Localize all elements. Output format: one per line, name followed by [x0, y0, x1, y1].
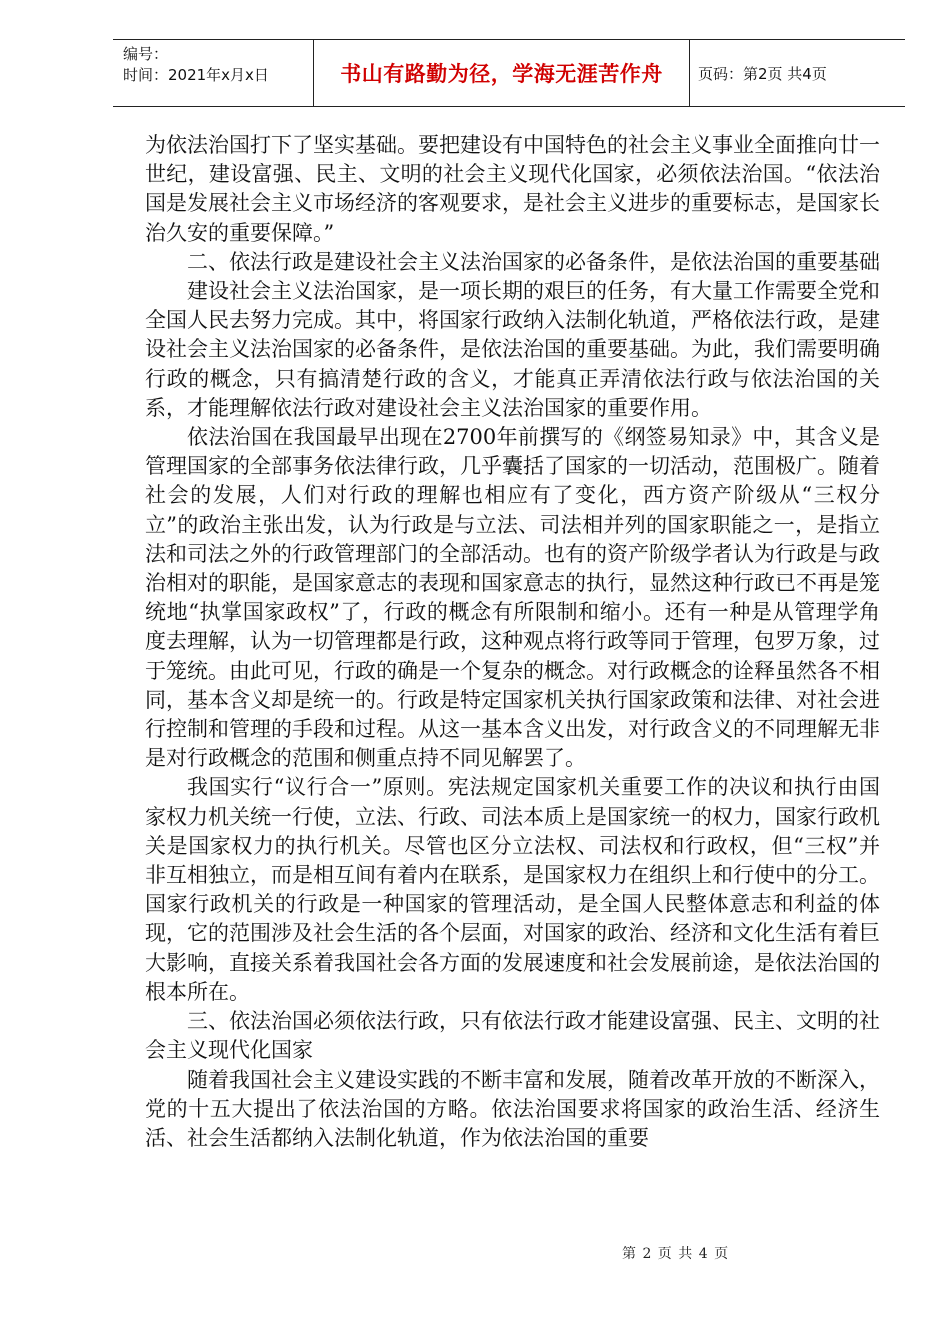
body-paragraph: 随着我国社会主义建设实践的不断丰富和发展，随着改革开放的不断深入，党的十五大提出了依法治国的方略。依法治国要求将国家的政治生活、经济生活、社会生活都纳入法制化轨道，作为依法治国的重要	[145, 1067, 880, 1150]
section-heading: 二、依法行政是建设社会主义法治国家的必备条件，是依法治国的重要基础	[187, 249, 880, 274]
body-paragraph: 为依法治国打下了坚实基础。要把建设有中国特色的社会主义事业全面推向廿一世纪，建设富强、民主、文明的社会主义现代化国家，必须依法治国。“依法治国是发展社会主义市场经济的客观要求，是社会主义进步的重要标志，是国家长治久安的重要保障。”	[145, 133, 880, 245]
body-paragraph: 我国实行“议行合一”原则。宪法规定国家机关重要工作的决议和执行由国家权力机关统一行使，立法、行政、司法本质上是国家统一的权力，国家行政机关是国家权力的执行机关。尽管也区分立法权、司法权和行政权，但“三权”并非互相独立，而是相互间有着内在联系，是国家权力在组织上和行使中的分工。国家行政机关的行政是一种国家的管理活动，是全国人民整体意志和利益的体现，它的范围涉及社会生活的各个层面，对国家的政治、经济和文化生活有着巨大影响，直接关系着我国社会各方面的发展速度和社会发展前途，是依法治国的根本所在。	[145, 775, 880, 1004]
section-heading: 三、依法治国必须依法行政，只有依法行政才能建设富强、民主、文明的社会主义现代化国家	[145, 1009, 880, 1063]
document-body	[145, 131, 880, 1153]
page-footer-number: 第 2 页 共 4 页	[622, 1246, 730, 1262]
header-motto: 书山有路勤为径，学海无涯苦作舟	[314, 40, 690, 106]
header-meta	[113, 40, 314, 106]
document-time-label: 时间：2021年x月x日	[123, 66, 269, 84]
body-paragraph: 依法治国在我国最早出现在2700年前撰写的《纲签易知录》中，其含义是管理国家的全部事务依法律行政，几乎囊括了国家的一切活动，范围极广。随着社会的发展，人们对行政的理解也相应有了变化，西方资产阶级从“三权分立”的政治主张出发，认为行政是与立法、司法相并列的国家职能之一，是指立法和司法之外的行政管理部门的全部活动。也有的资产阶级学者认为行政是与政治相对的职能，是国家意志的表现和国家意志的执行，显然这种行政已不再是笼统地“执掌国家政权”了，行政的概念有所限制和缩小。还有一种是从管理学角度去理解，认为一切管理都是行政，这种观点将行政等同于管理，包罗万象，过于笼统。由此可见，行政的确是一个复杂的概念。对行政概念的诠释虽然各不相同，基本含义却是统一的。行政是特定国家机关执行国家政策和法律、对社会进行控制和管理的手段和过程。从这一基本含义出发，对行政含义的不同理解无非是对行政概念的范围和侧重点持不同见解罢了。	[145, 425, 880, 771]
body-paragraph: 建设社会主义法治国家，是一项长期的艰巨的任务，有大量工作需要全党和全国人民去努力完成。其中，将国家行政纳入法制化轨道，严格依法行政，是建设社会主义法治国家的必备条件，是依法治国的重要基础。为此，我们需要明确行政的概念，只有搞清楚行政的含义，才能真正弄清依法行政与依法治国的关系，才能理解依法行政对建设社会主义法治国家的重要作用。	[145, 279, 880, 420]
page-header	[113, 39, 905, 107]
document-number-label: 编号：	[123, 45, 169, 63]
header-page-label: 页码：第2页 共4页	[698, 64, 827, 83]
